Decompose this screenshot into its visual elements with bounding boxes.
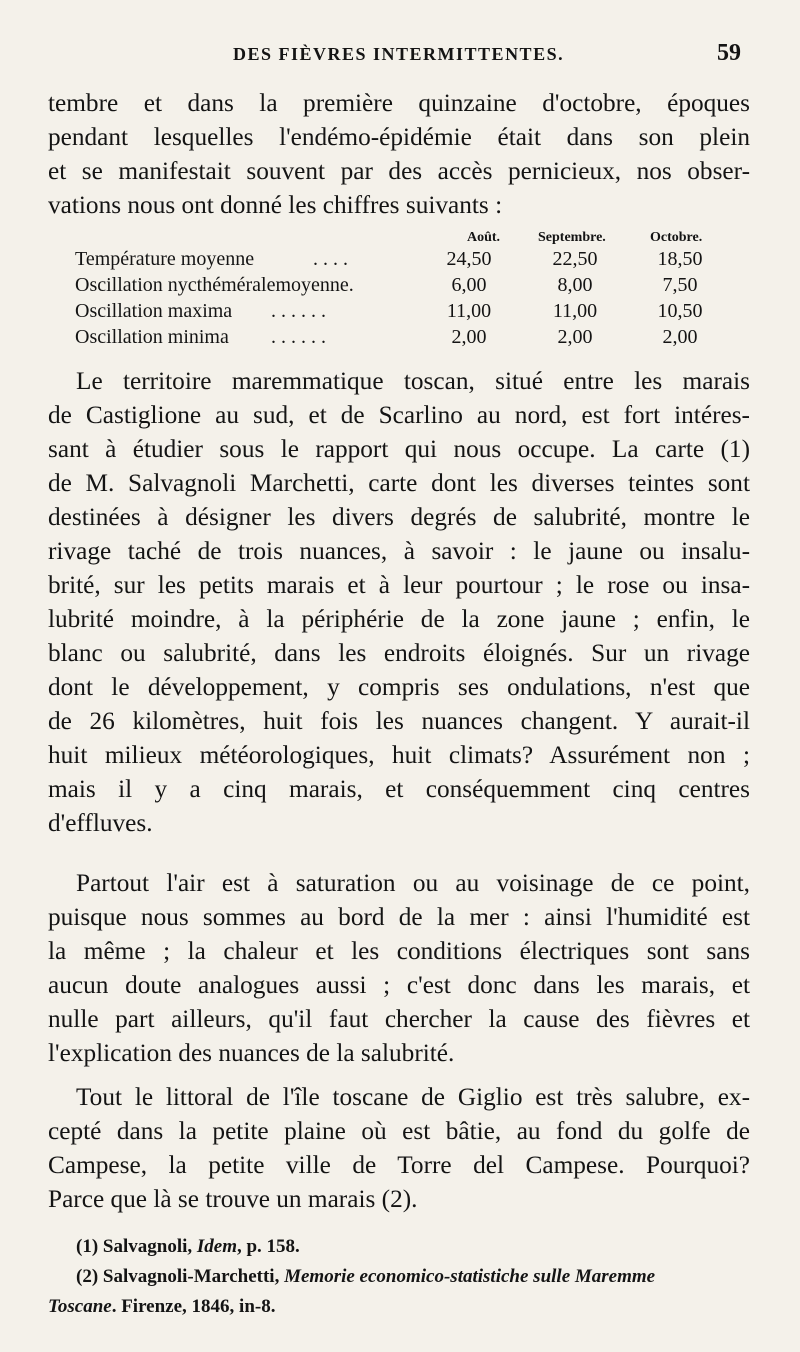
text-line: de 26 kilomètres, huit fois les nuances changent. Y aurait-il <box>48 707 750 735</box>
column-header-septembre: Septembre. <box>538 230 606 245</box>
text-line: pendant lesquelles l'endémo-épidémie était dans son plein <box>48 123 750 151</box>
footnote-1 <box>48 1232 750 1262</box>
row-label: Oscillation nycthéméralemoyenne. <box>75 274 354 296</box>
footnote-text: (1) Salvagnoli, <box>76 1236 197 1257</box>
row-leader-dots: . . . . . . <box>271 300 326 322</box>
footnote-italic: Memorie economico-statistiche sulle Maremme <box>284 1266 656 1287</box>
text-line: blanc ou salubrité, dans les endroits éloignés. Sur un rivage <box>48 639 750 667</box>
text-line: de M. Salvagnoli Marchetti, carte dont les diverses teintes sont <box>48 469 750 497</box>
row-label: Oscillation maxima <box>75 300 233 322</box>
row-label: Température moyenne <box>75 248 255 270</box>
cell-value: 18,50 <box>657 248 703 270</box>
text-line: dont le développement, y compris ses ondulations, n'est que <box>48 673 750 701</box>
page-number: 59 <box>717 40 741 66</box>
cell-value: 10,50 <box>657 300 703 322</box>
table-row <box>75 326 725 352</box>
table-row <box>75 300 725 326</box>
cell-value: 22,50 <box>552 248 598 270</box>
text-line: mais il y a cinq marais, et conséquemment cinq centres <box>48 775 750 803</box>
text-line: huit milieux météorologiques, huit climats? Assurément non ; <box>48 741 750 769</box>
text-line: Parce que là se trouve un marais (2). <box>48 1185 418 1213</box>
text-line: Partout l'air est à saturation ou au voisinage de ce point, <box>76 869 750 897</box>
text-line: de Castiglione au sud, et de Scarlino au nord, est fort intéres- <box>48 401 750 429</box>
paragraph-giglio <box>48 1080 750 1216</box>
text-line: l'explication des nuances de la salubrité. <box>48 1039 455 1067</box>
text-line: Campese, la petite ville de Torre del Campese. Pourquoi? <box>48 1151 750 1179</box>
cell-value: 11,00 <box>446 300 492 322</box>
row-label: Oscillation minima <box>75 326 229 348</box>
row-leader-dots: . . . . . . <box>271 326 326 348</box>
text-line: Le territoire maremmatique toscan, situé entre les marais <box>76 367 750 395</box>
cell-value: 8,00 <box>557 274 593 296</box>
footnote-text: , p. 158. <box>236 1236 300 1257</box>
column-header-aout: Août. <box>467 230 501 245</box>
footnote-2 <box>48 1262 750 1292</box>
cell-value: 24,50 <box>446 248 492 270</box>
table-row <box>75 274 725 300</box>
text-line: aucun doute analogues aussi ; c'est donc dans les marais, et <box>48 971 750 999</box>
cell-value: 11,00 <box>552 300 598 322</box>
text-line: destinées à désigner les divers degrés de salubrité, montre le <box>48 503 750 531</box>
text-line: rivage taché de trois nuances, à savoir : le jaune ou insalu- <box>48 537 750 565</box>
cell-value: 2,00 <box>451 326 487 348</box>
text-line: la même ; la chaleur et les conditions électriques sont sans <box>48 937 750 965</box>
paragraph-saturation <box>48 866 750 1070</box>
text-line: et se manifestait souvent par des accès pernicieux, nos obser- <box>48 157 750 185</box>
cell-value: 2,00 <box>557 326 593 348</box>
paragraph-maremme <box>48 364 750 840</box>
page-header <box>0 38 800 78</box>
footnote-italic: Toscane <box>48 1296 112 1317</box>
text-line: puisque nous sommes au bord de la mer : ainsi l'humidité est <box>48 903 750 931</box>
text-line: nulle part ailleurs, qu'il faut chercher la cause des fièvres et <box>48 1005 750 1033</box>
footnote-text: . Firenze, 1846, in-8. <box>111 1296 276 1317</box>
table-row <box>75 248 725 274</box>
text-line: cepté dans la petite plaine où est bâtie, au fond du golfe de <box>48 1117 750 1145</box>
cell-value: 6,00 <box>451 274 487 296</box>
table-header <box>75 228 725 248</box>
footnotes <box>48 1232 750 1322</box>
column-header-octobre: Octobre. <box>650 230 703 245</box>
running-title: DES FIÈVRES INTERMITTENTES. <box>233 44 565 64</box>
temperature-table <box>75 228 725 352</box>
intro-paragraph <box>48 86 750 222</box>
footnote-2-continued <box>48 1292 750 1322</box>
text-line: Tout le littoral de l'île toscane de Giglio est très salubre, ex- <box>76 1083 750 1111</box>
row-leader-dots: . . . . <box>313 248 348 270</box>
text-line: tembre et dans la première quinzaine d'octobre, époques <box>48 89 750 117</box>
text-line: d'effluves. <box>48 809 153 837</box>
footnote-text: (2) Salvagnoli-Marchetti, <box>76 1266 285 1287</box>
text-line: vations nous ont donné les chiffres suivants : <box>48 191 503 219</box>
text-line: brité, sur les petits marais et à leur pourtour ; le rose ou insa- <box>48 571 750 599</box>
text-line: lubrité moindre, à la périphérie de la zone jaune ; enfin, le <box>48 605 750 633</box>
cell-value: 7,50 <box>662 274 698 296</box>
cell-value: 2,00 <box>662 326 698 348</box>
footnote-italic: Idem <box>196 1236 237 1257</box>
text-line: sant à étudier sous le rapport qui nous occupe. La carte (1) <box>48 435 750 463</box>
